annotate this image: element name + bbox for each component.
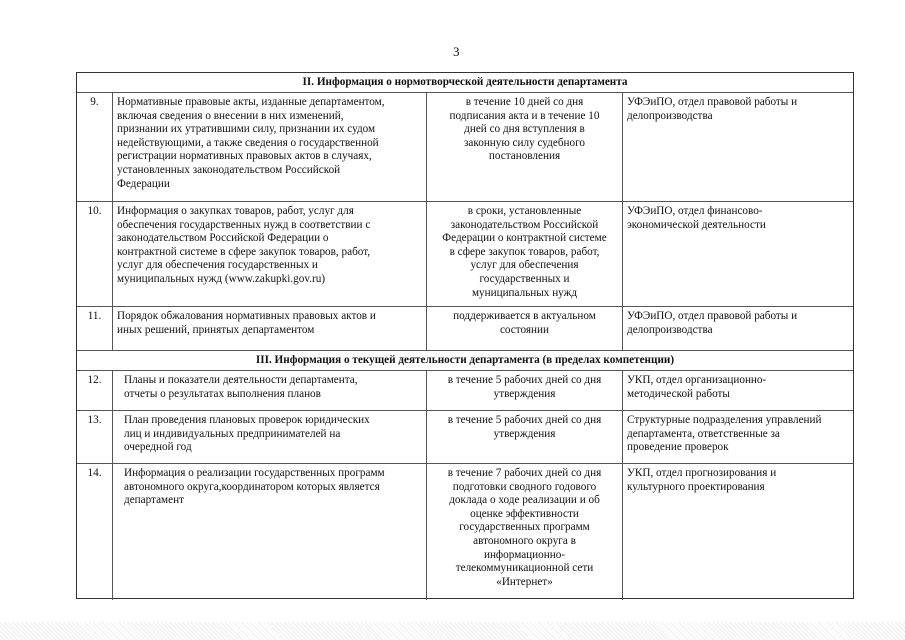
section-header-row [77, 350, 853, 371]
row-responsible: УКП, отдел прогнозирования и культурного проектирования [627, 467, 777, 493]
row-responsible: УКП, отдел организационно- методической работы [627, 374, 767, 400]
row-term: в течение 5 рабочих дней со дня утверждения [427, 371, 623, 411]
scan-noise-strip [0, 622, 905, 640]
row-description: Информация о закупках товаров, работ, услуг для обеспечения государственных нужд в соответствии с законодательством Российской Федерации о контрактной системе в сфере закупок товаров, работ, услуг для обеспечения государственных и муниципальных нужд (www.zakupki.gov.ru) [113, 202, 427, 307]
section-title: II. Информация о нормотворческой деятельности департамента [302, 76, 628, 88]
section-header-row [77, 73, 853, 92]
row-number: 14. [77, 464, 113, 600]
row-number: 13. [77, 411, 113, 464]
row-term: в течение 5 рабочих дней со дня утверждения [427, 411, 623, 464]
row-responsible: УФЭиПО, отдел правовой работы и делопроизводства [627, 96, 798, 122]
row-description: Порядок обжалования нормативных правовых актов и иных решений, принятых департаментом [113, 307, 427, 351]
row-number: 9. [77, 93, 113, 202]
row-term: в сроки, установленные законодательством Российской Федерации о контрактной системе в сфере закупок товаров, работ, услуг для обеспечения государственных и муниципальных нужд [427, 202, 623, 307]
row-number: 10. [77, 202, 113, 307]
row-description: Нормативные правовые акты, изданные департаментом, включая сведения о внесении в них изменений, признании их утратившими силу, признании их судом недействующими, а также сведения о государственной регистрации нормативных правовых актов в случаях, установленных законодательством Российской Федерации [113, 93, 427, 202]
row-description: Информация о реализации государственных программ автономного округа,координатором которых является департамент [113, 464, 427, 600]
row-responsible: УФЭиПО, отдел финансово- экономической деятельности [627, 205, 766, 231]
table-row [77, 370, 853, 411]
row-description: План проведения плановых проверок юридических лиц и индивидуальных предпринимателей на очередной год [113, 411, 427, 464]
row-number: 12. [77, 371, 113, 411]
row-term: поддерживается в актуальном состоянии [427, 307, 623, 351]
section-title: III. Информация о текущей деятельности департамента (в пределах компетенции) [255, 354, 675, 366]
table-row [77, 463, 853, 600]
page-number: 3 [453, 44, 460, 59]
table-row [77, 201, 853, 307]
row-responsible: Структурные подразделения управлений департамента, ответственные за проведение проверок [627, 414, 822, 454]
row-description: Планы и показатели деятельности департамента, отчеты о результатах выполнения планов [113, 371, 427, 411]
row-term: в течение 7 рабочих дней со дня подготовки сводного годового доклада о ходе реализации и об оценке эффективности государственных программ автономного округа в информационно- телекоммуникационной сети «Интернет» [427, 464, 623, 600]
row-responsible: УФЭиПО, отдел правовой работы и делопроизводства [627, 310, 798, 336]
table-row [77, 410, 853, 464]
table-row [77, 92, 853, 202]
table-row [77, 306, 853, 351]
disclosure-table [76, 72, 854, 599]
row-number: 11. [77, 307, 113, 351]
row-term: в течение 10 дней со дня подписания акта и в течение 10 дней со дня вступления в законную силу судебного постановления [427, 93, 623, 202]
